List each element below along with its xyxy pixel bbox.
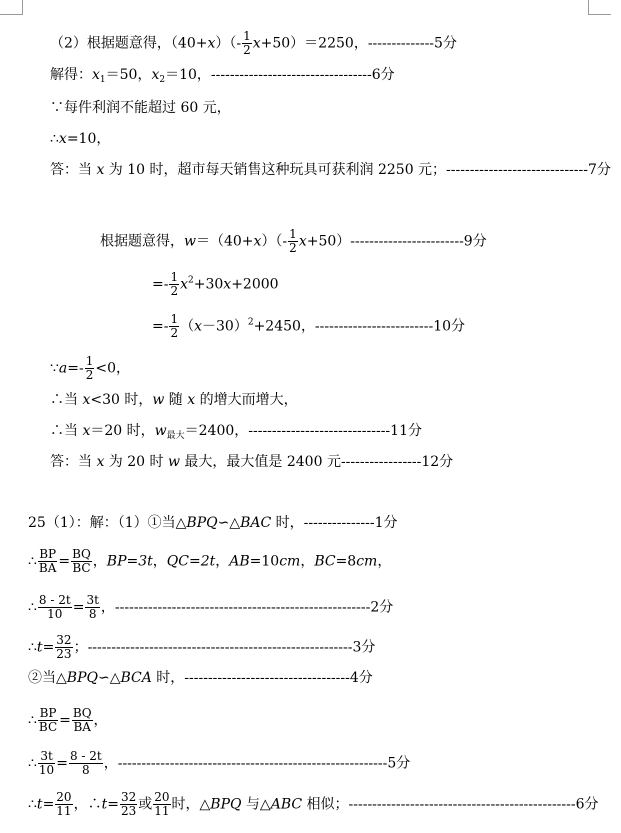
fraction-denominator: BA	[73, 720, 91, 734]
math-variable: BC	[314, 553, 336, 570]
text-line-l12	[50, 454, 453, 470]
fraction	[85, 355, 95, 382]
math-variable: x	[58, 131, 67, 147]
math-variable: w	[184, 233, 196, 250]
math-variable: x	[96, 162, 105, 178]
fraction	[71, 548, 92, 575]
fraction-numerator: 1	[289, 227, 297, 241]
math-variable: x	[253, 233, 262, 250]
math-variable: cm	[279, 553, 301, 570]
math-variable: x	[194, 318, 203, 335]
math-variable: w	[167, 454, 180, 470]
text-run: 最大，最大值是 2400 元-----------------12分	[179, 454, 454, 470]
fraction-numerator: BQ	[72, 706, 92, 720]
fraction-denominator: BA	[38, 561, 57, 575]
math-variable: x	[96, 454, 105, 470]
text-run: 或	[138, 796, 153, 813]
math-variable: a	[58, 360, 68, 377]
math-variable: BPQ	[186, 515, 218, 531]
text-line-l7	[152, 271, 279, 298]
text-run: ＝2400，------------------------------11分	[184, 423, 422, 439]
superscript: 2	[188, 275, 194, 286]
fraction-denominator: 8	[82, 763, 90, 777]
text-run: （	[180, 318, 195, 335]
math-variable: x	[187, 392, 196, 408]
text-run: 为 10 时，超市每天销售这种玩具可获利润 2250 元；------------------------------7分	[104, 162, 611, 178]
text-line-l17	[28, 670, 373, 686]
fraction	[38, 548, 57, 575]
text-run: ∴	[28, 796, 37, 813]
text-run: 时，---------------1分	[271, 515, 398, 531]
fraction-numerator: BQ	[72, 547, 91, 561]
fraction	[38, 707, 58, 734]
text-run: ＝20 时，	[90, 423, 155, 439]
text-run: ＝（40+	[195, 233, 254, 250]
fraction-numerator: 1	[170, 312, 179, 326]
math-variable: x	[151, 67, 160, 83]
fraction	[153, 791, 170, 818]
fraction-numerator: 32	[120, 790, 137, 804]
text-run: +30	[193, 276, 224, 293]
text-run: ∴	[28, 639, 37, 656]
math-variable: x	[252, 35, 261, 52]
math-variable: w	[152, 392, 165, 408]
text-run: －30）	[202, 318, 248, 335]
text-run: ，	[377, 553, 392, 570]
text-run: ∴	[28, 755, 37, 772]
fraction	[242, 30, 252, 57]
text-run: <0，	[95, 360, 131, 377]
fraction	[120, 791, 137, 818]
subscript: 1	[99, 75, 106, 85]
fraction-numerator: 3t	[86, 593, 99, 607]
text-line-l9	[50, 355, 130, 382]
math-variable: cm	[356, 553, 378, 570]
text-run: ∴当	[50, 392, 83, 408]
text-run: ∴当	[50, 423, 83, 439]
math-variable: t	[36, 796, 43, 813]
text-run: =-	[152, 318, 169, 335]
text-line-l10	[50, 392, 298, 408]
text-run: =	[42, 796, 55, 813]
math-variable: t	[101, 796, 108, 813]
text-line-l14	[28, 548, 391, 575]
text-run: 为 20 时	[104, 454, 168, 470]
text-line-l6	[100, 228, 487, 255]
text-run: ，------------------------------------------------------2分	[100, 599, 394, 616]
fraction-numerator: 1	[243, 29, 251, 43]
fraction-denominator: 11	[154, 804, 170, 818]
text-run: =	[42, 639, 55, 656]
fraction-denominator: 23	[120, 804, 137, 818]
text-run: +2450，-------------------------10分	[253, 318, 466, 335]
page-corner-mark-left	[0, 0, 23, 15]
math-variable: BAC	[240, 515, 272, 531]
fraction	[169, 313, 179, 340]
fraction-denominator: 2	[85, 368, 94, 382]
text-run: ∵	[50, 360, 59, 377]
text-run: ）（-	[261, 233, 288, 250]
text-run: 时，△	[171, 796, 211, 813]
text-run: <30 时，	[90, 392, 153, 408]
text-run: =	[72, 599, 85, 616]
text-run: =10	[249, 553, 280, 570]
fraction	[55, 634, 72, 661]
subscript: 2	[159, 75, 166, 85]
text-line-l8	[152, 313, 465, 340]
fraction-denominator: 23	[56, 647, 72, 661]
text-run: ，	[152, 553, 167, 570]
fraction-denominator: 2	[170, 326, 179, 340]
text-run: =-	[152, 276, 169, 293]
fraction-numerator: 1	[85, 354, 94, 368]
math-variable: w	[154, 423, 167, 439]
math-variable: t	[36, 639, 43, 656]
math-variable: BPQ	[210, 796, 242, 813]
text-run: ，	[92, 553, 107, 570]
math-variable: QC=2t	[166, 553, 216, 570]
fraction-denominator: BC	[72, 561, 91, 575]
fraction-numerator: 1	[170, 270, 179, 284]
math-variable: BP=3t	[106, 553, 153, 570]
text-line-l19	[28, 750, 410, 777]
math-variable: x	[298, 233, 307, 250]
text-run: ＝50，	[105, 67, 152, 83]
fraction-numerator: 32	[56, 633, 72, 647]
fraction-denominator: 10	[38, 763, 55, 777]
fraction	[69, 750, 103, 777]
math-variable: x	[180, 276, 189, 293]
text-run: ＝10，----------------------------------6分	[165, 67, 395, 83]
fraction	[55, 791, 72, 818]
text-run: =	[58, 553, 71, 570]
text-run: =	[56, 755, 68, 772]
text-line-l4	[50, 131, 110, 147]
fraction	[38, 750, 55, 777]
text-run: 根据题意得，	[100, 233, 184, 250]
text-line-l13	[28, 515, 398, 531]
fraction	[288, 228, 298, 255]
text-run: 解得：	[50, 67, 92, 83]
fraction-denominator: 2	[243, 43, 251, 57]
text-line-l2	[50, 67, 395, 88]
fraction-denominator: BC	[38, 720, 58, 734]
text-line-l1	[50, 30, 457, 57]
text-run: ∴	[50, 131, 59, 147]
text-run: ，∴	[73, 796, 102, 813]
superscript: 2	[247, 317, 254, 328]
fraction-denominator: 11	[56, 804, 72, 818]
text-run: ，	[300, 553, 315, 570]
text-line-l11	[50, 423, 422, 444]
subscript: 最大	[166, 431, 185, 441]
text-run: 与△	[241, 796, 271, 813]
text-run: =8	[335, 553, 357, 570]
fraction-numerator: 20	[154, 790, 170, 804]
text-run: =10，	[66, 131, 111, 147]
text-run: ；--------------------------------------------------------3分	[73, 639, 376, 656]
math-variable: x	[82, 423, 91, 439]
fraction	[72, 707, 93, 734]
text-run: ∽△	[217, 515, 241, 531]
text-line-l18	[28, 707, 108, 734]
text-run: ，	[93, 712, 108, 729]
fraction-denominator: 10	[47, 607, 63, 621]
text-run: =	[107, 796, 119, 813]
text-run: ∴	[28, 712, 37, 729]
text-line-l5	[50, 162, 611, 178]
fraction-numerator: 3t	[38, 750, 55, 764]
fraction-numerator: 20	[56, 790, 72, 804]
text-run: ∽△	[97, 670, 121, 686]
math-variable: ABC	[270, 796, 303, 813]
math-variable: AB	[229, 553, 250, 570]
text-run: ，---------------------------------------------------------5分	[103, 755, 411, 772]
math-variable: x	[92, 67, 100, 83]
fraction	[85, 594, 99, 621]
fraction-denominator: 8	[88, 607, 97, 621]
fraction-numerator: 8 - 2t	[38, 593, 71, 607]
text-run: +2000	[231, 276, 279, 293]
text-run: ，	[215, 553, 230, 570]
text-run: 答：当	[50, 162, 97, 178]
text-run: 时，-----------------------------------4分	[151, 670, 373, 686]
fraction-denominator: 2	[289, 241, 297, 255]
text-run: =-	[67, 360, 84, 377]
fraction-numerator: BP	[39, 547, 57, 561]
text-run: 相似；------------------------------------------------6分	[302, 796, 599, 813]
fraction-numerator: BP	[39, 706, 57, 720]
text-line-l20	[28, 791, 599, 818]
math-variable: x	[207, 35, 216, 52]
math-variable: x	[223, 276, 232, 293]
fraction	[169, 271, 179, 298]
text-run: ∵每件利润不能超过 60 元，	[50, 100, 231, 116]
math-variable: BPQ	[66, 670, 98, 686]
text-line-l3	[50, 100, 231, 116]
math-variable: x	[82, 392, 91, 408]
math-variable: BCA	[120, 670, 152, 686]
fraction-denominator: 2	[170, 284, 179, 298]
text-line-l15	[28, 594, 393, 621]
text-run: ∴	[28, 553, 37, 570]
text-run: ②当△	[28, 670, 67, 686]
text-run: ∴	[28, 599, 37, 616]
text-run: 答：当	[50, 454, 97, 470]
text-run: 随	[164, 392, 188, 408]
text-run: 25（1）：解：（1）①当△	[28, 515, 187, 531]
fraction	[38, 594, 72, 621]
page-corner-mark-right	[588, 0, 611, 15]
text-line-l16	[28, 634, 375, 661]
fraction-numerator: 8 - 2t	[69, 749, 102, 763]
text-run: 的增大而增大，	[195, 392, 298, 408]
text-run: =	[59, 712, 71, 729]
text-run: （2）根据题意得，（40+	[50, 35, 208, 52]
text-run: ）（-	[215, 35, 242, 52]
text-run: +50）＝2250，--------------5分	[260, 35, 457, 52]
text-run: +50）------------------------9分	[306, 233, 487, 250]
